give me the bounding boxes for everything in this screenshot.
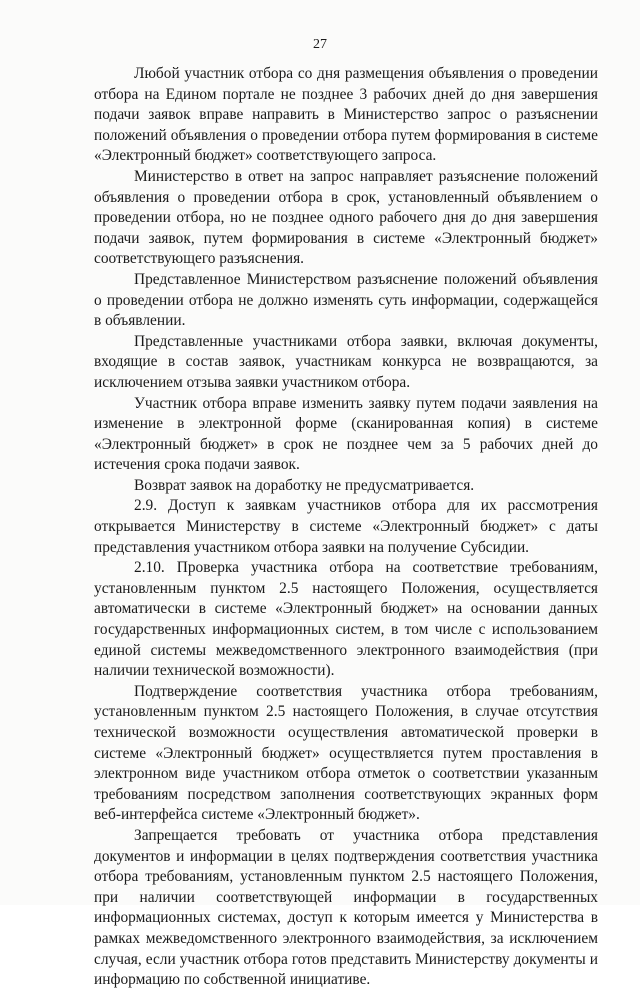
paragraph-section-2-10: 2.10. Проверка участника отбора на соответствие требованиям, установленным пунктом 2.5 настоящего Положения, осуществляется автоматически в системе «Электронный бюджет» на основании данных государственных информационных систем, в том числе с использованием единой системы межведомственного электронного взаимодействия (при наличии технической возможности). <box>94 559 598 680</box>
paragraph-application-change: Участник отбора вправе изменить заявку путем подачи заявления на изменение в электронной форме (сканированная копия) в системе «Электронный бюджет» в срок не позднее чем за 5 рабочих дней до истечения срока подачи заявок. <box>94 394 598 474</box>
paragraph-section-2-9: 2.9. Доступ к заявкам участников отбора для их рассмотрения открывается Министерству в системе «Электронный бюджет» с даты представления участником отбора заявки на получение Субсидии. <box>94 497 598 556</box>
paragraph-document-request-prohibited: Запрещается требовать от участника отбора представления документов и информации в целях подтверждения соответствия участника отбора требованиям, установленным пунктом 2.5 настоящего Положения, при наличии соответствующей информации в государственных информационных системах, доступ к которым имеется у Министерства в рамках межведомственного электронного взаимодействия, за исключением случая, если участник отбора готов представить Министерству документы и информацию по собственной инициативе. <box>94 826 598 989</box>
paragraph-applications-not-returned: Представленные участниками отбора заявки, включая документы, входящие в состав заявок, участникам конкурса не возвращаются, за исключением отзыва заявки участником отбора. <box>94 332 598 391</box>
page-number: 27 <box>313 37 327 52</box>
paragraph-clarification-response: Министерство в ответ на запрос направляет разъяснение положений объявления о проведении отбора в срок, установленный объявлением о проведении отбора, но не позднее одного рабочего дня до дня завершения подачи заявок, путем формирования в системе «Электронный бюджет» соответствующего разъяснения. <box>94 167 598 268</box>
paragraph-no-rework: Возврат заявок на доработку не предусматривается. <box>134 476 475 494</box>
paragraph-clarification-scope: Представленное Министерством разъяснение положений объявления о проведении отбора не должно изменять суть информации, содержащейся в объявлении. <box>94 270 598 330</box>
paragraph-compliance-confirmation: Подтверждение соответствия участника отбора требованиям, установленным пунктом 2.5 настоящего Положения, в случае отсутствия технической возможности осуществления автоматической проверки в системе «Электронный бюджет» осуществляется путем проставления в электронном виде участником отбора отметок о соответствии указанным требованиям посредством заполнения соответствующих экранных форм веб-интерфейса системе «Электронный бюджет». <box>94 682 598 824</box>
document-body <box>94 64 598 991</box>
paragraph-clarification-request: Любой участник отбора со дня размещения объявления о проведении отбора на Едином портале не позднее 3 рабочих дней до дня завершения подачи заявок вправе направить в Министерство запрос о разъяснении положений объявления о проведении отбора путем формирования в системе «Электронный бюджет» соответствующего запроса. <box>94 65 598 165</box>
